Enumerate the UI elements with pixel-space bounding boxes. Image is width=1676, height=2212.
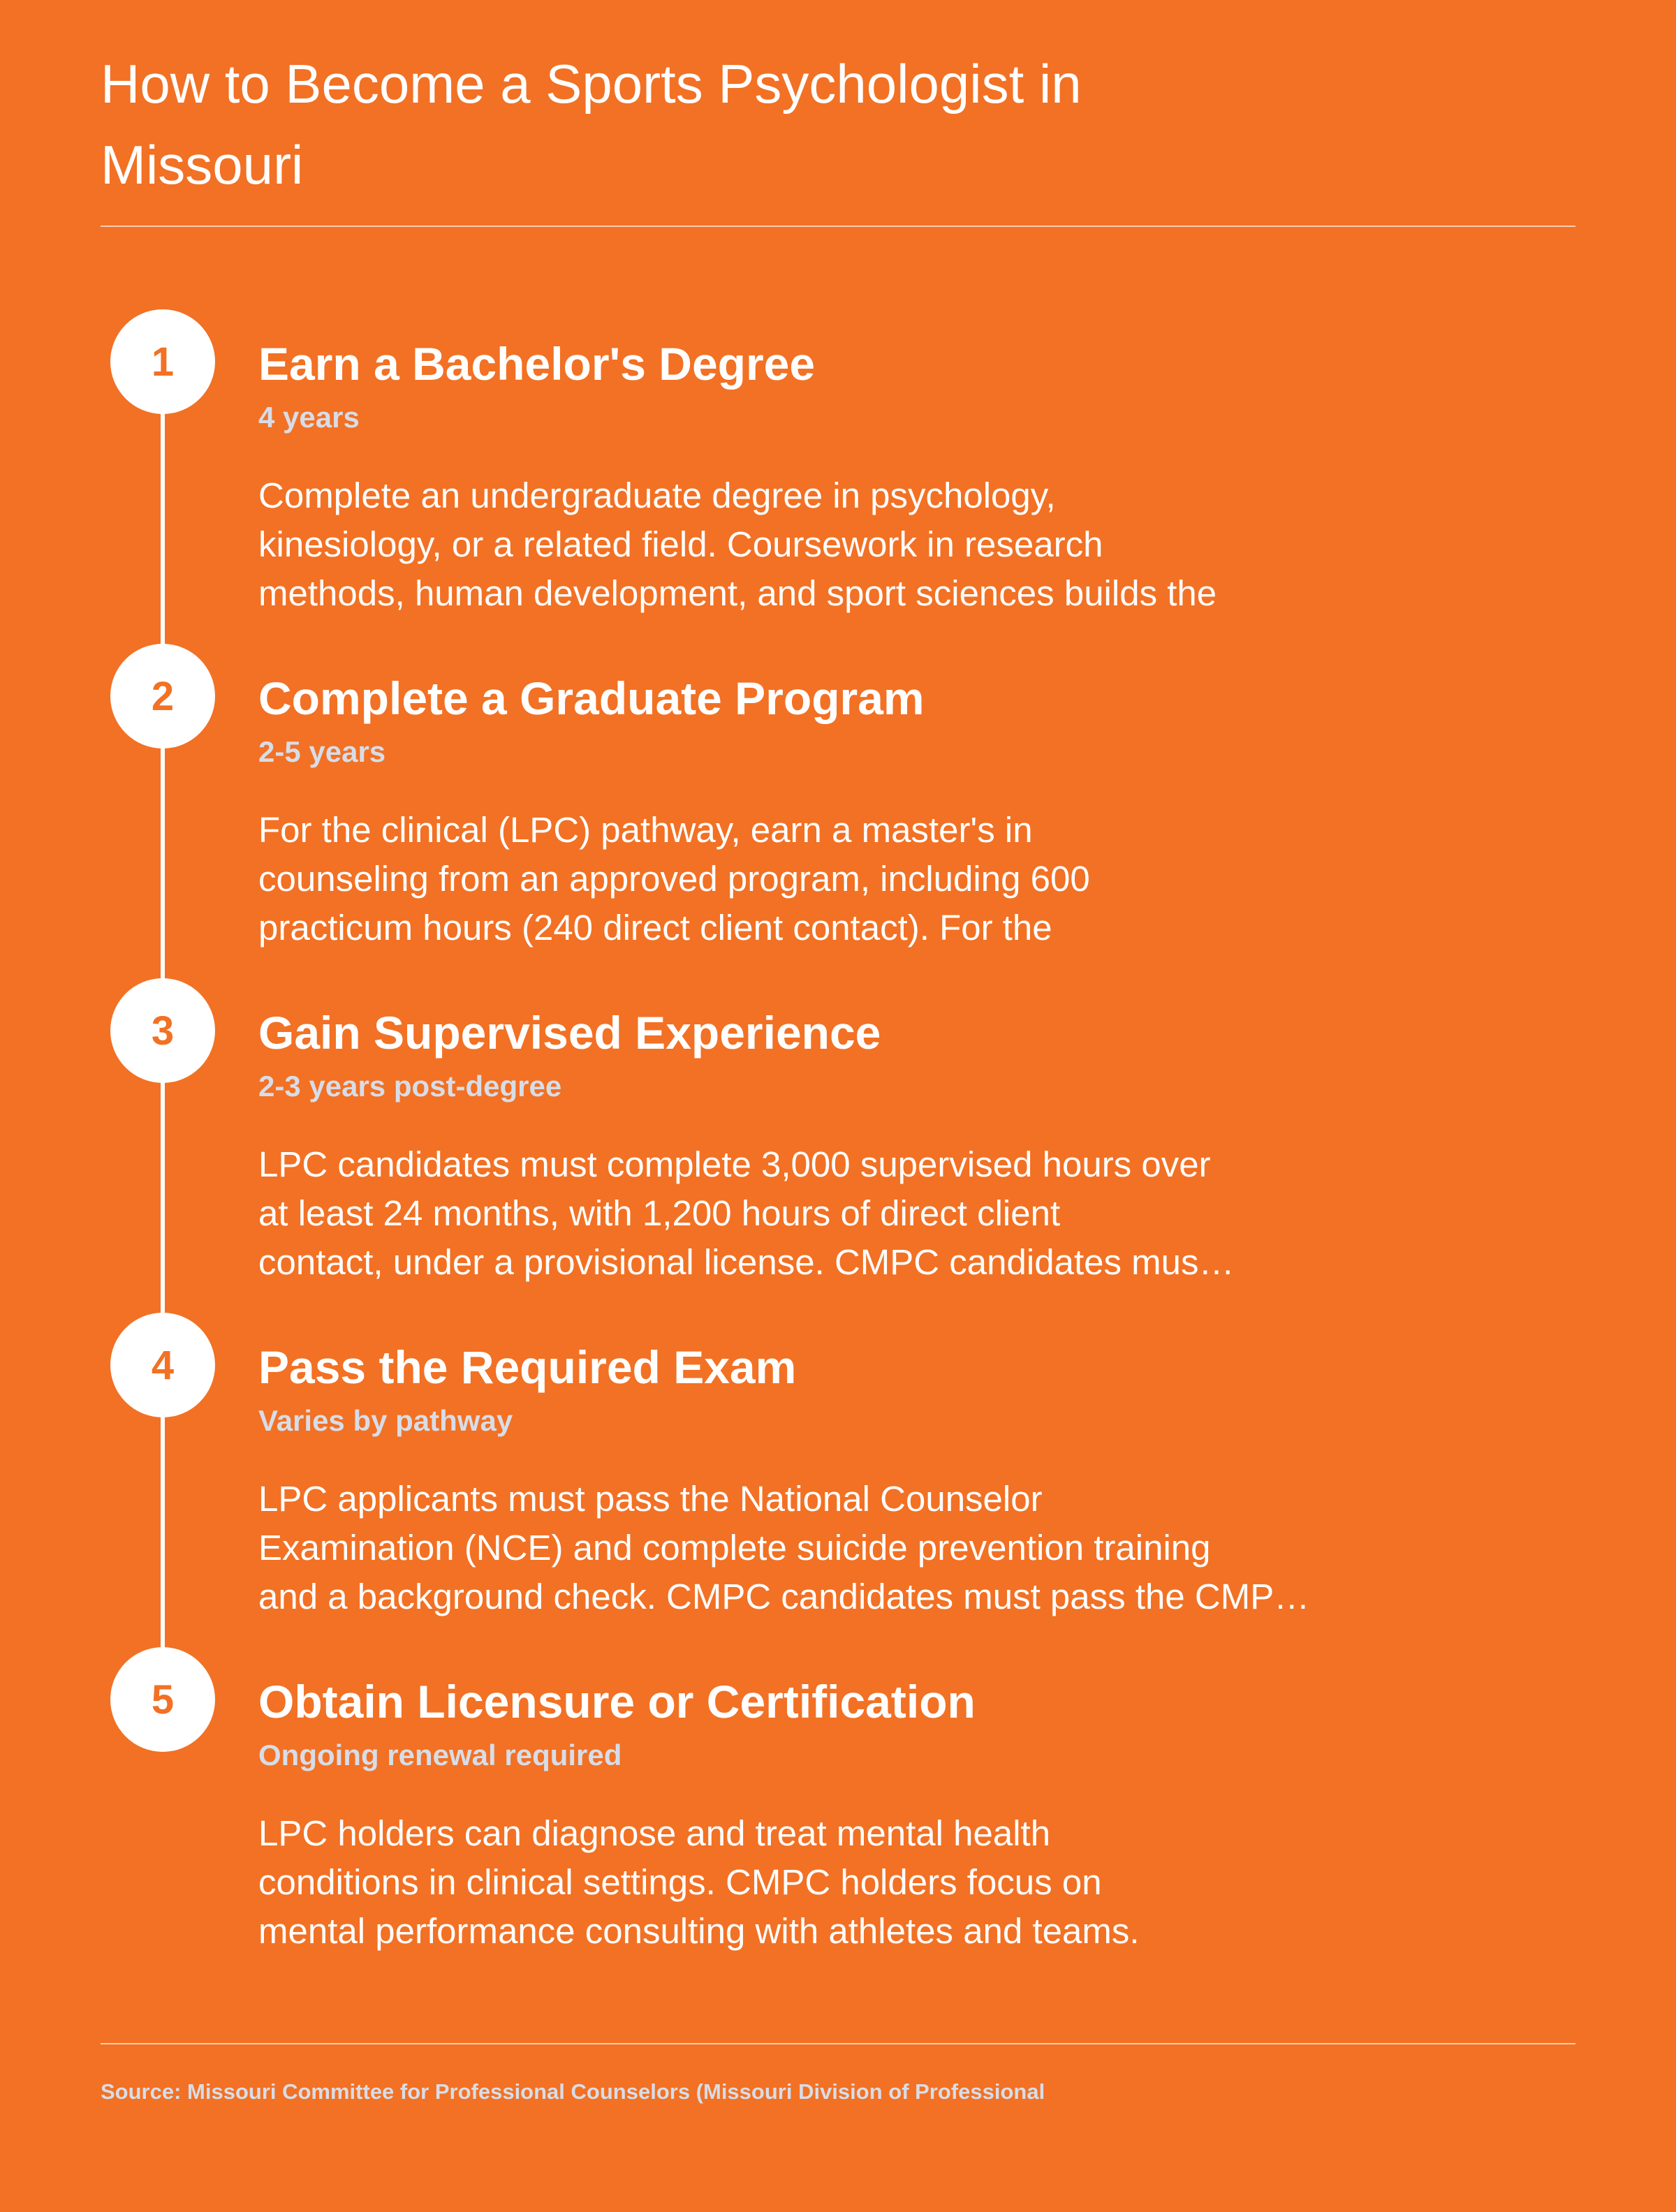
- description-line: contact, under a provisional license. CMPC candidates mus…: [258, 1242, 1235, 1282]
- description-line: methods, human development, and sport sciences builds the: [258, 573, 1217, 613]
- step-description: [258, 1475, 1446, 1621]
- step-title: Pass the Required Exam: [258, 1341, 797, 1393]
- step-number: 5: [151, 1676, 175, 1723]
- description-line: conditions in clinical settings. CMPC holders focus on: [258, 1862, 1102, 1902]
- step-title: Earn a Bachelor's Degree: [258, 338, 816, 390]
- title-line-1: How to Become a Sports Psychologist in: [101, 53, 1082, 115]
- step-number-badge: [110, 644, 215, 749]
- step-duration: 2-5 years: [258, 735, 386, 768]
- description-line: mental performance consulting with athletes and teams.: [258, 1911, 1140, 1951]
- title-line-2: Missouri: [101, 134, 304, 196]
- step-number-badge: [110, 309, 215, 414]
- step-title: Gain Supervised Experience: [258, 1007, 881, 1059]
- description-line: Complete an undergraduate degree in psychology,: [258, 475, 1056, 515]
- step-number: 3: [151, 1008, 175, 1054]
- description-line: Examination (NCE) and complete suicide prevention training: [258, 1528, 1211, 1568]
- page-title: [101, 43, 1288, 205]
- step-number: 1: [151, 339, 175, 385]
- step-duration: 4 years: [258, 401, 360, 434]
- step-number: 4: [151, 1342, 175, 1388]
- step-number-badge: [110, 1647, 215, 1752]
- description-line: kinesiology, or a related field. Coursework in research: [258, 524, 1103, 564]
- top-divider: [101, 226, 1575, 227]
- step-duration: Varies by pathway: [258, 1404, 513, 1437]
- description-line: LPC holders can diagnose and treat mental health: [258, 1813, 1051, 1853]
- description-line: LPC candidates must complete 3,000 supervised hours over: [258, 1144, 1211, 1184]
- step-description: [258, 806, 1446, 952]
- description-line: and a background check. CMPC candidates must pass the CMP…: [258, 1577, 1310, 1616]
- description-line: counseling from an approved program, including 600: [258, 859, 1090, 899]
- step-description: [258, 471, 1446, 618]
- bottom-divider: [101, 2043, 1575, 2044]
- step-title: Complete a Graduate Program: [258, 672, 925, 724]
- step-title: Obtain Licensure or Certification: [258, 1676, 976, 1727]
- step-number: 2: [151, 673, 175, 719]
- step-duration: 2-3 years post-degree: [258, 1070, 562, 1103]
- description-line: For the clinical (LPC) pathway, earn a master's in: [258, 810, 1033, 850]
- step-number-badge: [110, 978, 215, 1083]
- description-line: LPC applicants must pass the National Counselor: [258, 1479, 1043, 1519]
- source-note: Source: Missouri Committee for Professional Counselors (Missouri Division of Professional: [101, 2079, 1045, 2104]
- description-line: at least 24 months, with 1,200 hours of direct client: [258, 1193, 1061, 1233]
- step-duration: Ongoing renewal required: [258, 1739, 622, 1771]
- step-description: [258, 1140, 1446, 1287]
- step-description: [258, 1809, 1446, 1956]
- step-number-badge: [110, 1313, 215, 1417]
- description-line: practicum hours (240 direct client contact). For the: [258, 908, 1052, 948]
